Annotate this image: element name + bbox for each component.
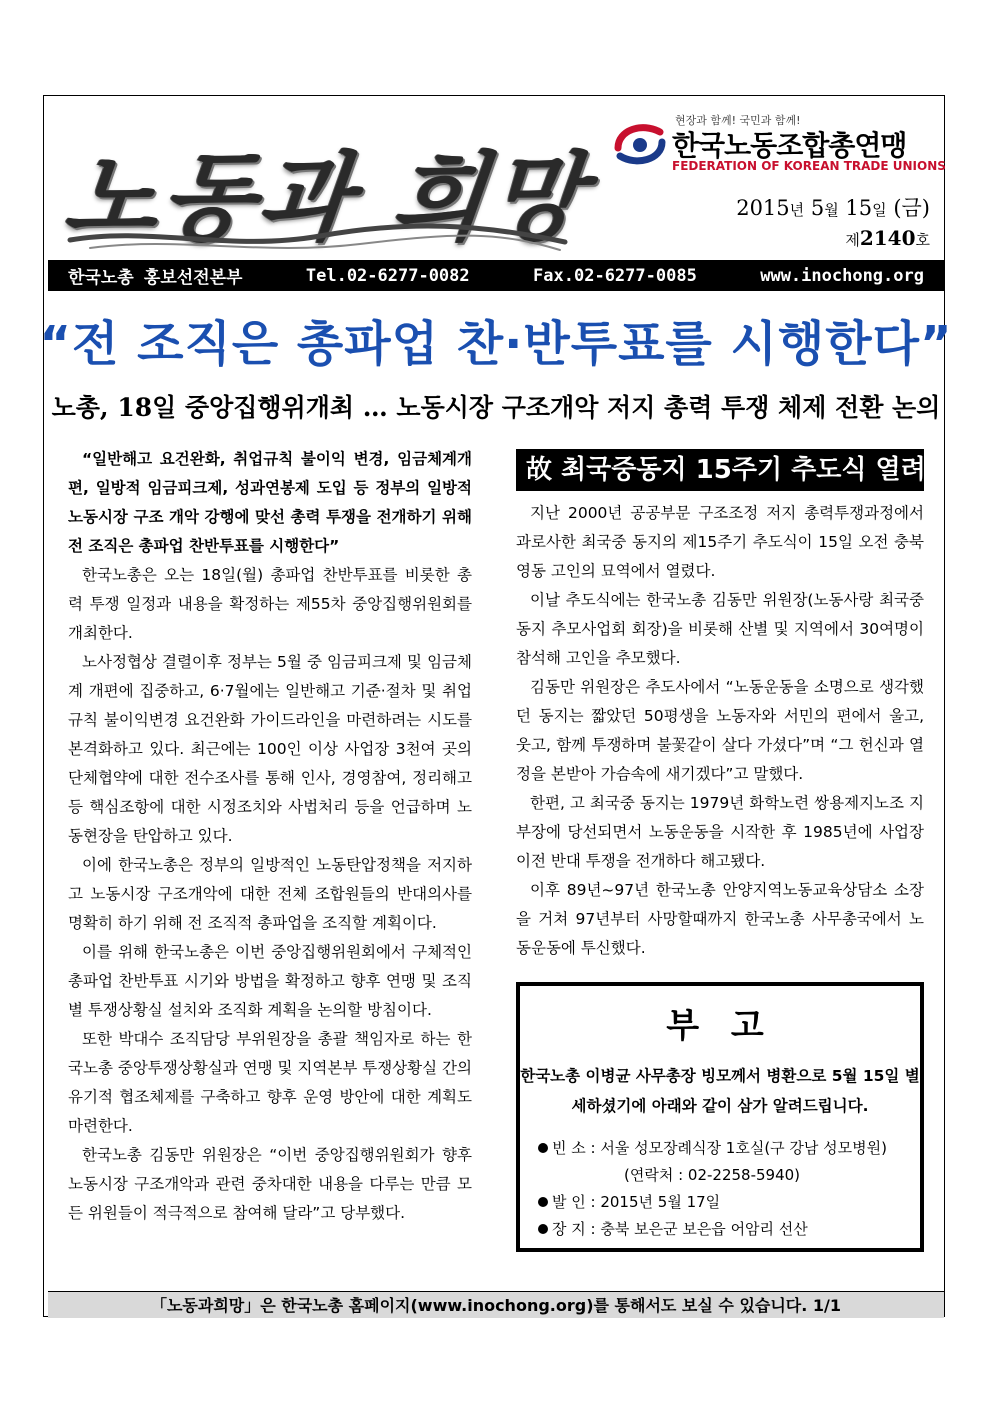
article-paragraph: 노사정협상 결렬이후 정부는 5월 중 임금피크제 및 임금체계 개편에 집중하고, 6·7월에는 일반해고 기준·절차 및 취업규칙 불이익변경 요건완화 가이드라인을 마련하려는 시도를 본격화하고 있다. 최근에는 100인 이상 사업장 3천여 곳의 단체협약에 대한 전수조사를 통해 인사, 경영참여, 정리해고 등 핵심조항에 대한 시정조치와 사법처리 등을 언급하며 노동현장을 탄압하고 있다. xyxy=(68,653,472,845)
article-paragraph: 지난 2000년 공공부문 구조조정 저지 총력투쟁과정에서 과로사한 최국중 동지의 제15주기 추도식이 15일 오전 충북 영동 고인의 묘역에서 열렸다. xyxy=(516,504,924,580)
sub-headline: 노총, 18일 중앙집행위개최 … 노동시장 구조개악 저지 총력 투쟁 체제 전환 논의 xyxy=(51,393,941,422)
bullet-icon xyxy=(538,1197,548,1207)
article-paragraph: 한편, 고 최국중 동지는 1979년 화학노련 쌍용제지노조 지부장에 당선되면서 노동운동을 시작한 후 1985년에 사업장 이전 반대 투쟁을 전개하다 해고됐다. xyxy=(516,794,924,870)
date-year-unit: 년 xyxy=(789,201,805,219)
obituary-notice xyxy=(516,982,924,1252)
publisher-dept: 한국노총 홍보선전본부 xyxy=(68,268,243,288)
organization-name: 한국노동조합총연맹 xyxy=(672,129,907,162)
memorial-article-title: 故 최국중동지 15주기 추도식 열려 xyxy=(516,449,924,491)
newsletter-title: 노동과 희망 xyxy=(59,141,593,254)
date-year: 2015 xyxy=(736,196,790,220)
obituary-body: 한국노총 이병균 사무총장 빙모께서 병환으로 5월 15일 별세하셨기에 아래와 같이 삼가 알려드립니다. xyxy=(520,1067,920,1115)
funeral-hall: 빈 소 : 서울 성모장례식장 1호실(구 강남 성모병원) xyxy=(552,1139,887,1157)
brush-stroke-decoration xyxy=(60,218,580,258)
contact-bar xyxy=(48,260,944,291)
article-paragraph: 또한 박대수 조직담당 부위원장을 총괄 책임자로 하는 한국노총 중앙투쟁상황실과 연맹 및 지역본부 투쟁상황실 간의 유기적 협조체제를 구축하고 향후 운영 방안에 대한 계획도 마련한다. xyxy=(68,1030,472,1135)
article-lead: “일반해고 요건완화, 취업규칙 불이익 변경, 임금체계개편, 일방적 임금피크제, 성과연봉제 도입 등 정부의 일방적 노동시장 구조 개악 강행에 맞선 총력 투쟁을 전개하기 위해 전 조직은 총파업 찬반투표를 시행한다” xyxy=(68,450,472,555)
bullet-icon xyxy=(538,1224,548,1234)
main-headline: “전 조직은 총파업 찬·반투표를 시행한다” xyxy=(39,316,953,372)
memorial-article xyxy=(516,449,924,963)
burial-site: 장 지 : 충북 보은군 보은읍 어암리 선산 xyxy=(552,1220,808,1238)
article-paragraph: 이를 위해 한국노총은 이번 중앙집행위원회에서 구체적인 총파업 찬반투표 시기와 방법을 확정하고 향후 연맹 및 조직별 투쟁상황실 설치와 조직화 계획을 논의할 방침이다. xyxy=(68,943,472,1019)
funeral-departure: 발 인 : 2015년 5월 17일 xyxy=(552,1193,721,1211)
fax-number: Fax.02-6277-0085 xyxy=(533,265,697,286)
main-article xyxy=(68,445,472,1228)
organization-name-english: FEDERATION OF KOREAN TRADE UNIONS xyxy=(672,159,946,173)
masthead xyxy=(59,100,593,260)
issue-number xyxy=(845,226,930,250)
funeral-hall-row xyxy=(538,1135,920,1162)
article-paragraph: 한국노총은 오는 18일(월) 총파업 찬반투표를 비롯한 총력 투쟁 일정과 내용을 확정하는 제55차 중앙집행위원회를 개최한다. xyxy=(68,566,472,642)
article-paragraph: 이날 추도식에는 한국노총 김동만 위원장(노동사랑 최국중 동지 추모사업회 회장)을 비롯해 산별 및 지역에서 30여명이 참석해 고인을 추모했다. xyxy=(516,591,924,667)
article-paragraph: 이에 한국노총은 정부의 일방적인 노동탄압정책을 저지하고 노동시장 구조개악에 대한 전체 조합원들의 반대의사를 명확히 하기 위해 전 조직적 총파업을 조직할 계획이다. xyxy=(68,856,472,932)
article-paragraph: 김동만 위원장은 추도사에서 “노동운동을 소명으로 생각했던 동지는 짧았던 50평생을 노동자와 서민의 편에서 울고, 웃고, 함께 투쟁하며 불꽃같이 살다 가셨다”며 “그 헌신과 열정을 본받아 가슴속에 새기겠다”고 말했다. xyxy=(516,678,924,783)
logo-slogan: 현장과 함께! 국민과 함께! xyxy=(675,114,801,127)
burial-row xyxy=(538,1216,920,1243)
issue-date xyxy=(736,192,930,222)
website-link[interactable]: www.inochong.org xyxy=(760,265,924,286)
date-day-unit: 일 xyxy=(872,201,887,219)
phone-number: Tel.02-6277-0082 xyxy=(305,265,470,286)
issue-number-value: 2140 xyxy=(859,226,916,250)
article-paragraph: 이후 89년~97년 한국노총 안양지역노동교육상담소 소장을 거쳐 97년부터 사망할때까지 한국노총 사무총국에서 노동운동에 투신했다. xyxy=(516,881,924,957)
bullet-icon xyxy=(538,1143,548,1153)
date-month-unit: 월 xyxy=(824,201,839,219)
departure-row xyxy=(538,1189,920,1216)
date-day: 15 xyxy=(845,196,873,220)
issue-prefix: 제 xyxy=(845,231,860,249)
fktu-logo-icon xyxy=(612,120,668,168)
footer-note: 「노동과희망」은 한국노총 홈페이지(www.inochong.org)를 통해서도 보실 수 있습니다. 1/1 xyxy=(48,1291,944,1318)
date-weekday: (금) xyxy=(893,196,930,220)
date-month: 5 xyxy=(810,196,825,220)
funeral-contact: (연락처 : 02-2258-5940) xyxy=(624,1166,801,1184)
issue-suffix: 호 xyxy=(915,231,930,249)
obituary-details xyxy=(520,1135,920,1243)
article-paragraph: 한국노총 김동만 위원장은 “이번 중앙집행위원회가 향후 노동시장 구조개악과 관련 중차대한 내용을 다루는 만큼 모든 위원들이 적극적으로 참여해 달라”고 당부했다. xyxy=(68,1146,472,1222)
obituary-title: 부 고 xyxy=(666,1006,774,1046)
